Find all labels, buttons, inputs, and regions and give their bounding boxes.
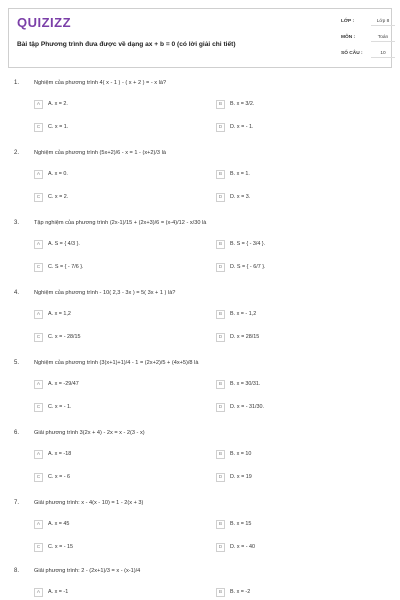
option-b[interactable] [216,449,366,459]
worksheet-header [8,8,392,68]
question-3 [0,220,400,284]
option-letter-box: C [34,473,43,482]
option-letter-box: A [34,310,43,319]
option-text: C. x = - 1. [48,404,72,410]
option-c[interactable] [34,472,184,482]
meta-class [341,15,395,27]
option-text: D. x = - 31/30. [230,404,265,410]
question-number: 1. [14,80,20,86]
option-text: C. x = 1. [48,124,69,130]
option-d[interactable] [216,332,366,342]
option-letter-box: C [34,263,43,272]
option-letter-box: A [34,588,43,597]
option-text: B. x = -2 [230,589,251,595]
question-number: 2. [14,150,20,156]
option-letter-box: D [216,403,225,412]
option-letter-box: D [216,473,225,482]
question-5 [0,360,400,424]
question-2 [0,150,400,214]
question-text: Nghiệm của phương trình (3(x+1)+1)/4 - 1 = (2x+2)/5 + (4x+5)/8 là [34,360,199,366]
option-letter-box: C [34,123,43,132]
option-letter-box: B [216,170,225,179]
question-text: Giải phương trình: 2 - (2x+1)/3 = x - (x-1)/4 [34,568,141,574]
option-b[interactable] [216,99,366,109]
option-letter-box: C [34,543,43,552]
question-text: Giải phương trình: x - 4(x - 10) = 1 - 2(x + 3) [34,500,144,506]
question-number: 6. [14,430,20,436]
quizizz-logo: QUIZIZZ [17,15,72,30]
question-text: Nghiệm của phương trình (5x+2)/6 - x = 1 - (x+2)/3 là [34,150,166,156]
option-letter-box: A [34,450,43,459]
option-text: B. x = 30/31. [230,381,261,387]
option-letter-box: A [34,100,43,109]
option-text: A. x = -29/47 [48,381,79,387]
option-b[interactable] [216,239,366,249]
question-text: Tập nghiệm của phương trình (2x-1)/15 + (2x+3)/6 = (x-4)/12 - x/30 là [34,220,207,226]
meta-count [341,47,395,59]
option-d[interactable] [216,472,366,482]
question-8 [0,568,400,600]
option-a[interactable] [34,169,184,179]
option-text: B. x = - 1,2 [230,311,257,317]
option-text: A. x = 1,2 [48,311,71,317]
option-letter-box: D [216,543,225,552]
option-letter-box: C [34,333,43,342]
option-a[interactable] [34,519,184,529]
option-c[interactable] [34,192,184,202]
meta-subject-label: MÔN : [341,34,356,40]
option-d[interactable] [216,542,366,552]
question-6 [0,430,400,494]
option-text: D. S = { - 6/7 }. [230,264,266,270]
option-c[interactable] [34,122,184,132]
question-1 [0,80,400,144]
option-letter-box: D [216,263,225,272]
question-4 [0,290,400,354]
meta-subject-value: Toán [371,33,395,42]
option-d[interactable] [216,402,366,412]
option-text: C. S = { - 7/6 }. [48,264,84,270]
question-number: 7. [14,500,20,506]
option-text: D. x = - 1. [230,124,254,130]
option-letter-box: A [34,240,43,249]
option-text: D. x = 3. [230,194,251,200]
option-d[interactable] [216,122,366,132]
option-text: D. x = 28/15 [230,334,260,340]
option-text: C. x = 2. [48,194,69,200]
option-letter-box: B [216,240,225,249]
option-text: D. x = - 40 [230,544,256,550]
option-text: A. x = 45 [48,521,70,527]
option-letter-box: C [34,403,43,412]
question-number: 4. [14,290,20,296]
option-a[interactable] [34,449,184,459]
option-text: A. x = 0. [48,171,68,177]
option-a[interactable] [34,99,184,109]
option-text: B. S = { - 3/4 }. [230,241,266,247]
option-b[interactable] [216,309,366,319]
option-text: D. x = 19 [230,474,252,480]
option-d[interactable] [216,192,366,202]
option-letter-box: A [34,380,43,389]
question-7 [0,500,400,564]
question-text: Nghiệm của phương trình 4( x - 1 ) - ( x + 2 ) = - x là? [34,80,167,86]
option-a[interactable] [34,379,184,389]
option-a[interactable] [34,309,184,319]
option-letter-box: B [216,310,225,319]
question-text: Giải phương trình 3(2x + 4) - 2x = x - 2(3 - x) [34,430,145,436]
option-letter-box: A [34,520,43,529]
option-text: B. x = 1. [230,171,250,177]
option-b[interactable] [216,587,366,597]
meta-count-label: SỐ CÂU : [341,50,363,56]
option-c[interactable] [34,262,184,272]
meta-class-value: Lớp 8 [371,17,395,26]
option-c[interactable] [34,332,184,342]
option-text: A. x = -18 [48,451,72,457]
option-text: A. x = -1 [48,589,69,595]
option-text: A. x = 2. [48,101,68,107]
option-text: A. S = { 4/3 }. [48,241,80,247]
meta-count-value: 10 [371,49,395,58]
option-text: C. x = - 6 [48,474,71,480]
option-letter-box: D [216,123,225,132]
option-text: B. x = 15 [230,521,252,527]
meta-class-label: LỚP : [341,18,355,24]
question-number: 3. [14,220,20,226]
option-d[interactable] [216,262,366,272]
option-b[interactable] [216,379,366,389]
option-a[interactable] [34,587,184,597]
option-a[interactable] [34,239,184,249]
worksheet-title: Bài tập Phương trình đưa được về dạng ax + b = 0 (có lời giải chi tiết) [17,41,236,48]
option-letter-box: B [216,380,225,389]
option-c[interactable] [34,402,184,412]
option-b[interactable] [216,519,366,529]
option-b[interactable] [216,169,366,179]
question-text: Nghiệm của phương trình - 10( 2,3 - 3x ) = 5( 3x + 1 ) là? [34,290,176,296]
option-letter-box: C [34,193,43,202]
option-letter-box: B [216,520,225,529]
option-text: B. x = 10 [230,451,252,457]
option-text: C. x = - 28/15 [48,334,81,340]
question-number: 8. [14,568,20,574]
option-letter-box: D [216,193,225,202]
option-c[interactable] [34,542,184,552]
option-letter-box: B [216,100,225,109]
option-letter-box: D [216,333,225,342]
option-text: B. x = 3/2. [230,101,255,107]
meta-subject [341,31,395,43]
option-letter-box: B [216,588,225,597]
option-text: C. x = - 15 [48,544,74,550]
option-letter-box: B [216,450,225,459]
question-number: 5. [14,360,20,366]
option-letter-box: A [34,170,43,179]
